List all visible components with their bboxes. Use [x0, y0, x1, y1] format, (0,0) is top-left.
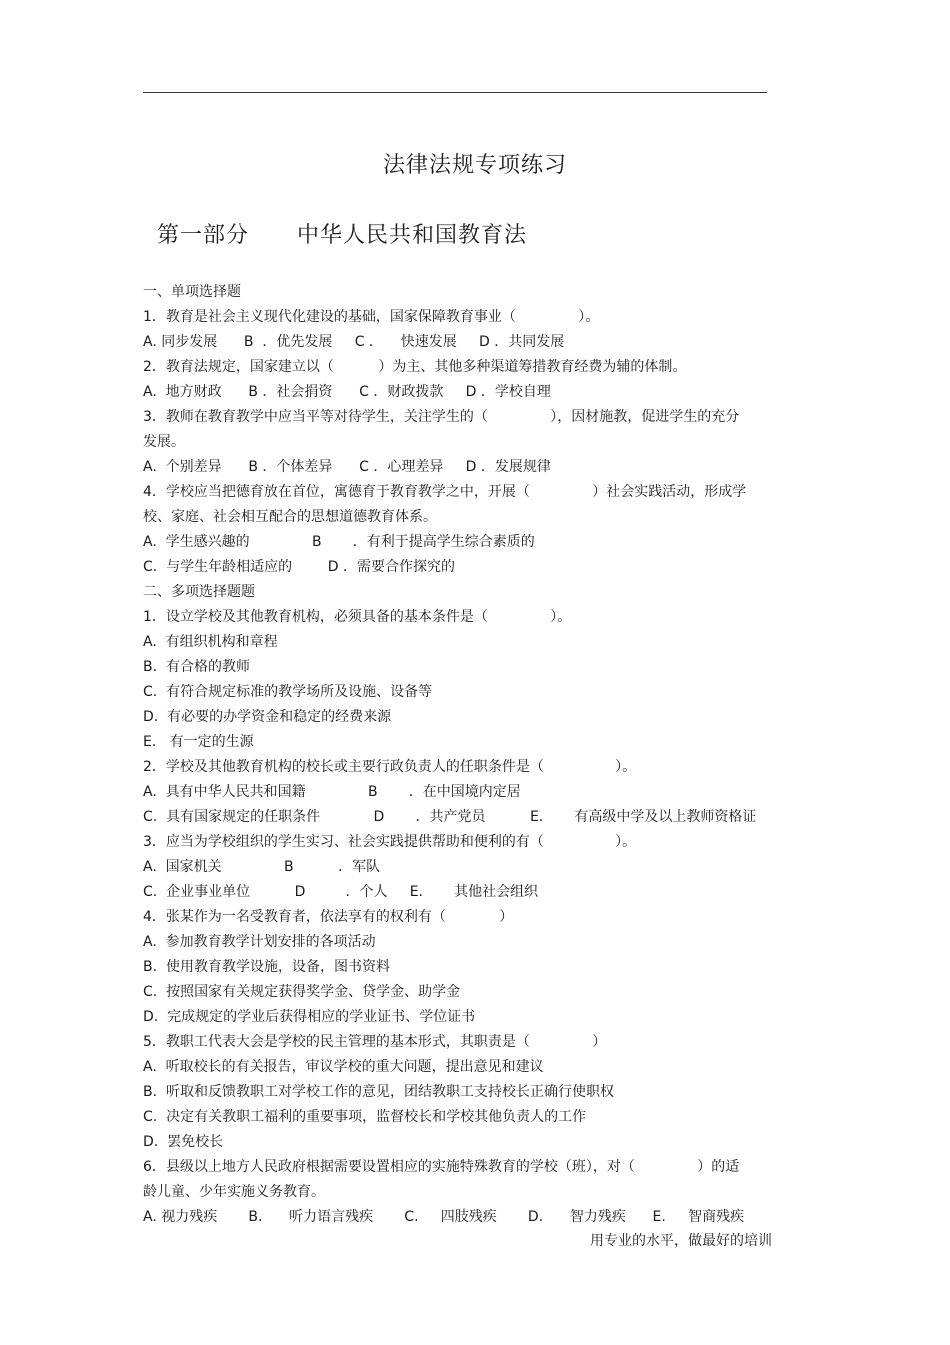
question-text: 2．学校及其他教育机构的校长或主要行政负责人的任职条件是（ ）。 [143, 759, 637, 775]
answer-option: B. 有合格的教师 [143, 659, 250, 675]
question-text: 1．设立学校及其他教育机构，必须具备的基本条件是（ ）。 [143, 609, 572, 625]
answer-option: E. 有一定的生源 [143, 734, 254, 750]
question-text-continued: 发展。 [143, 434, 185, 450]
answer-option: A. 参加教育教学计划安排的各项活动 [143, 934, 376, 950]
question-text-continued: 校、家庭、社会相互配合的思想道德教育体系。 [143, 509, 437, 525]
answer-options: A. 同步发展 B ．优先发展 C ． 快速发展 D ．共同发展 [143, 334, 565, 350]
answer-options: A. 国家机关 B ．军队 [143, 859, 381, 875]
header-rule [143, 92, 767, 93]
answer-option: C. 决定有关教职工福利的重要事项，监督校长和学校其他负责人的工作 [143, 1109, 587, 1125]
answer-option: D. 有必要的办学资金和稳定的经费来源 [143, 709, 392, 725]
answer-option: C. 有符合规定标准的教学场所及设施、设备等 [143, 684, 433, 700]
section-heading: 一、单项选择题 [143, 284, 241, 300]
answer-options: C. 企业事业单位 D ．个人 E. 其他社会组织 [143, 884, 539, 900]
question-text: 6．县级以上地方人民政府根据需要设置相应的实施特殊教育的学校（班），对（ ）的适 [143, 1159, 740, 1175]
answer-option: D. 完成规定的学业后获得相应的学业证书、学位证书 [143, 1009, 476, 1025]
answer-option: A. 听取校长的有关报告，审议学校的重大问题，提出意见和建议 [143, 1059, 544, 1075]
answer-option: C. 按照国家有关规定获得奖学金、贷学金、助学金 [143, 984, 461, 1000]
part-heading: 第一部分 中华人民共和国教育法 [157, 223, 527, 248]
section-heading: 二、多项选择题题 [143, 584, 255, 600]
answer-options: A. 具有中华人民共和国籍 B ．在中国境内定居 [143, 784, 521, 800]
answer-option: B. 使用教育教学设施，设备，图书资料 [143, 959, 390, 975]
question-text: 3．应当为学校组织的学生实习、社会实践提供帮助和便利的有（ ）。 [143, 834, 637, 850]
question-text: 4．学校应当把德育放在首位，寓德育于教育教学之中，开展（ ）社会实践活动，形成学 [143, 484, 747, 500]
answer-options: A. 个别差异 B ．个体差异 C ．心理差异 D ．发展规律 [143, 459, 551, 475]
question-text-continued: 龄儿童、少年实施义务教育。 [143, 1184, 325, 1200]
answer-options: A. 视力残疾 B. 听力语言残疾 C. 四肢残疾 D. 智力残疾 E. 智商残疾 [143, 1209, 745, 1225]
document-title: 法律法规专项练习 [382, 153, 567, 178]
question-list [143, 280, 803, 1230]
footer-slogan: 用专业的水平，做最好的培训 [590, 1233, 772, 1249]
question-text: 2．教育法规定，国家建立以（ ）为主、其他多种渠道筹措教育经费为辅的体制。 [143, 359, 687, 375]
answer-option: D. 罢免校长 [143, 1134, 224, 1150]
question-text: 3．教师在教育教学中应当平等对待学生，关注学生的（ ），因材施教，促进学生的充分 [143, 409, 740, 425]
question-text: 1．教育是社会主义现代化建设的基础，国家保障教育事业（ ）。 [143, 309, 600, 325]
question-text: 4．张某作为一名受教育者，依法享有的权利有（ ） [143, 909, 514, 925]
question-text: 5．教职工代表大会是学校的民主管理的基本形式，其职责是（ ） [143, 1034, 607, 1050]
answer-option: B. 听取和反馈教职工对学校工作的意见，团结教职工支持校长正确行使职权 [143, 1084, 614, 1100]
answer-option: A. 有组织机构和章程 [143, 634, 278, 650]
answer-options: A. 地方财政 B ．社会捐资 C ．财政拨款 D ．学校自理 [143, 384, 551, 400]
answer-options: C. 与学生年龄相适应的 D ．需要合作探究的 [143, 559, 455, 575]
answer-options: A. 学生感兴趣的 B ．有利于提高学生综合素质的 [143, 534, 535, 550]
answer-options: C. 具有国家规定的任职条件 D ．共产党员 E. 有高级中学及以上教师资格证 [143, 809, 757, 825]
